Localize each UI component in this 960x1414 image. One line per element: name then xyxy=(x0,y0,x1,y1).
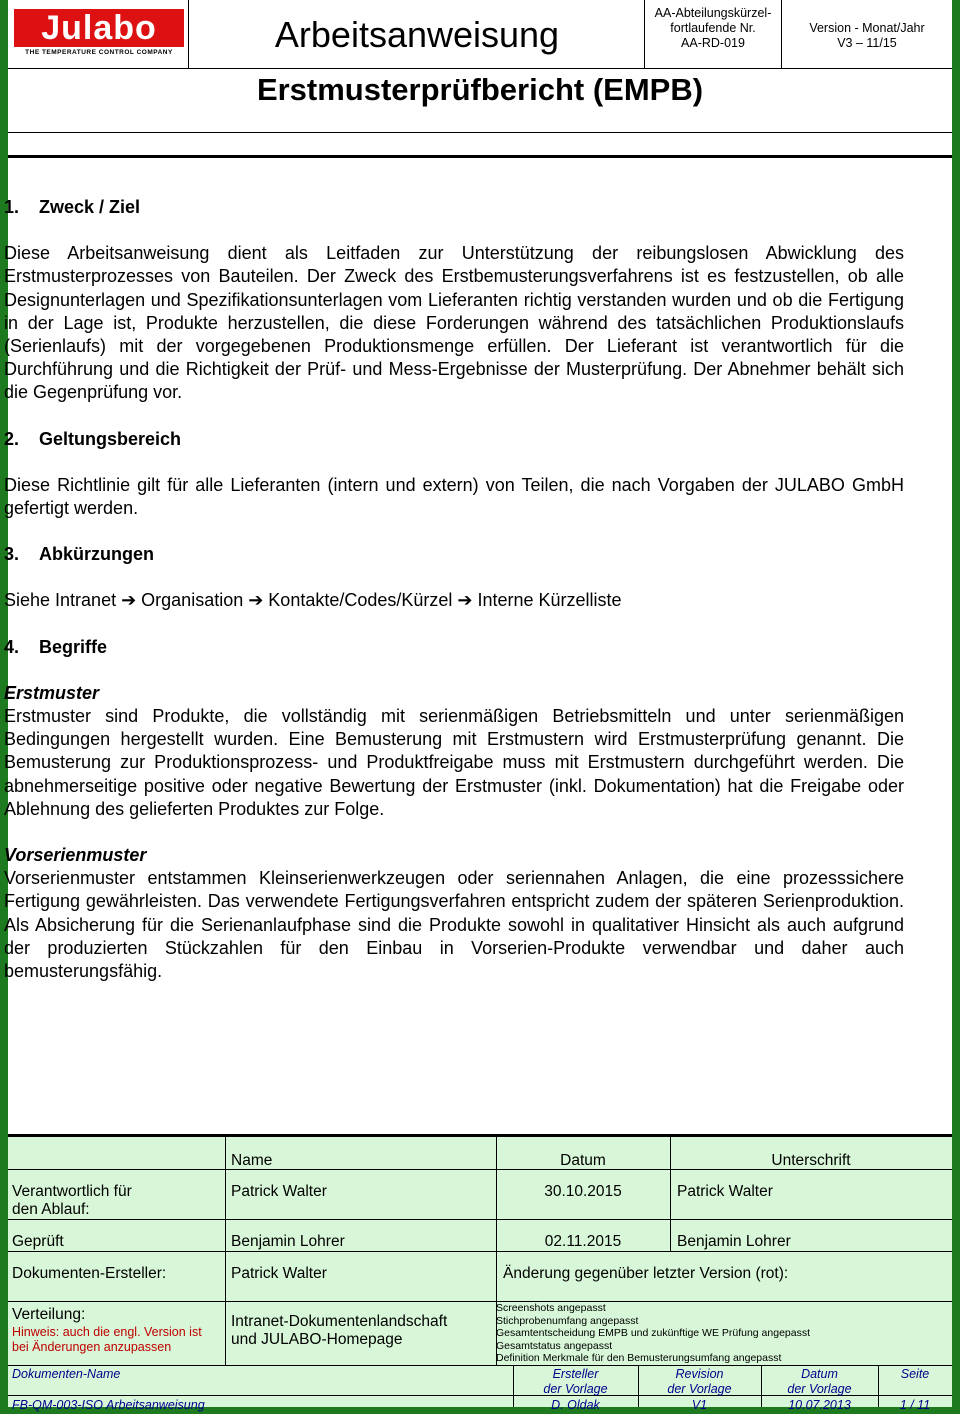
doc-type: Arbeitsanweisung xyxy=(274,14,560,55)
document-header xyxy=(8,0,952,69)
row2-signature: Benjamin Lohrer xyxy=(677,1233,791,1250)
footer-doc-name-label: Dokumenten-Name xyxy=(12,1367,121,1381)
divider-thick xyxy=(8,155,952,158)
footer-page-number: 1 / 11 xyxy=(899,1398,931,1412)
row2-datum: 02.11.2015 xyxy=(544,1233,622,1250)
footer-revision: V1 xyxy=(691,1398,708,1412)
col-header-datum: Datum xyxy=(560,1152,606,1169)
document-body xyxy=(4,196,904,983)
footer-seite-label: Seite xyxy=(900,1367,930,1381)
row1-label: Verantwortlich für den Ablauf: xyxy=(12,1183,132,1218)
divider xyxy=(8,132,952,133)
version-cell xyxy=(782,0,952,68)
section-text-1: Diese Arbeitsanweisung dient als Leitfaden zur Unterstützung der reibungslosen Abwicklung des Erstmusterprozesses von Bauteilen. Der Zweck des Erstbemusterungsverfahrens ist es festzustellen, ob alle Designunterlagen und Spezifikationsunterlagen vom Lieferanten richtig verstanden wurden und ob die Fertigung in der Lage ist, Produkte herzustellen, die diese Forderungen während des tatsächlichen Produktionslaufs (Serienlaufs) mit der vorgegebenen Produktionsmenge erfüllen. Der Lieferant ist verantwortlich für die Durchführung und die Richtigkeit der Prüf- und Mess-Ergebnisse der Musterprüfung. Der Abnehmer behält sich die Gegenprüfung vor. xyxy=(4,243,904,403)
logo-cell xyxy=(8,0,189,68)
document-page xyxy=(4,0,952,1412)
row1-name: Patrick Walter xyxy=(231,1183,327,1200)
section-heading-4: 4. Begriffe xyxy=(4,636,108,657)
row2-label: Geprüft xyxy=(12,1233,64,1250)
row4-note: Hinweis: auch die engl. Version ist bei Änderungen anzupassen xyxy=(12,1325,202,1354)
logo-tagline: THE TEMPERATURE CONTROL COMPANY xyxy=(25,49,173,56)
footer-doc-name: FB-QM-003-ISO Arbeitsanweisung xyxy=(12,1398,205,1412)
version-label: Version - Monat/Jahr xyxy=(809,21,925,35)
col-header-unterschrift: Unterschrift xyxy=(771,1152,851,1169)
section-heading-3: 3. Abkürzungen xyxy=(4,544,154,565)
julabo-logo xyxy=(14,9,184,57)
row4-label: Verteilung: xyxy=(12,1306,86,1323)
change-item: Gesamtstatus angepasst xyxy=(496,1339,613,1352)
term-vorserienmuster-text: Vorserienmuster entstammen Kleinserienwerkzeugen oder seriennahen Anlagen, die eine prozesssichere Fertigung gewährleisten. Das verwendete Fertigungsverfahren entspricht zudem der späteren Serienproduktion. Als Absicherung für die Serienanlaufphase sind die Produkte sowohl in qualitativer Hinsicht als auch aufgrund der produzierten Stückzahlen für den Einbau in Vorserien-Produkte verwendbar und daher auch bemusterungsfähig. xyxy=(4,868,904,982)
footer-datum-label: Datum der Vorlage xyxy=(787,1367,852,1396)
row3-label: Dokumenten-Ersteller: xyxy=(12,1265,167,1282)
col-header-name: Name xyxy=(231,1152,273,1169)
version-value: V3 – 11/15 xyxy=(837,36,897,50)
number-value: AA-RD-019 xyxy=(681,36,745,50)
change-item: Gesamtentscheidung EMPB und zukünftige WE Prüfung angepasst xyxy=(496,1327,811,1340)
row1-signature: Patrick Walter xyxy=(677,1183,773,1200)
page-title: Erstmusterprüfbericht (EMPB) xyxy=(256,72,704,107)
row3-name: Patrick Walter xyxy=(231,1265,327,1282)
footer-revision-label: Revision der Vorlage xyxy=(667,1367,732,1396)
approval-table xyxy=(8,1134,952,1412)
number-label-2: fortlaufende Nr. xyxy=(670,21,756,35)
footer-datum: 10.07.2013 xyxy=(788,1398,851,1412)
term-erstmuster: Erstmuster xyxy=(4,682,100,703)
term-erstmuster-text: Erstmuster sind Produkte, die vollständig mit serienmäßigen Betriebsmitteln und unter serienmäßigen Bedingungen hergestellt wurden. Eine Bemusterung mit Erstmustern wird Erstmusterprüfung genannt. Die Bemusterung zur Produktionsprozess- und Produktfreigabe muss mit Erstmustern durchgeführt werden. Die abnehmerseitige positive oder negative Bewertung der Erstmuster (inkl. Dokumentation) hat die Freigabe oder Ablehnung des gelieferten Produktes zur Folge. xyxy=(4,706,904,819)
logo-wordmark: Julabo xyxy=(14,9,184,47)
section-heading-1: 1. Zweck / Ziel xyxy=(4,197,141,217)
change-item: Definition Merkmale für den Bemusterungsumfang angepasst xyxy=(496,1352,782,1365)
number-label-1: AA-Abteilungskürzel- xyxy=(654,6,772,20)
section-text-2: Diese Richtlinie gilt für alle Lieferanten (intern und extern) von Teilen, die nach Vorgaben der JULABO GmbH gefertigt werden. xyxy=(4,474,904,519)
footer-ersteller: D. Oldak xyxy=(551,1398,600,1412)
footer-ersteller-label: Ersteller der Vorlage xyxy=(543,1367,608,1396)
row1-datum: 30.10.2015 xyxy=(544,1183,622,1200)
section-heading-2: 2. Geltungsbereich xyxy=(4,428,182,449)
doc-type-cell xyxy=(189,0,645,68)
change-list xyxy=(496,1302,810,1365)
row2-name: Benjamin Lohrer xyxy=(231,1233,345,1250)
term-vorserienmuster: Vorserienmuster xyxy=(4,845,147,866)
row4-value: Intranet-Dokumentenlandschaft und JULABO-Homepage xyxy=(231,1313,448,1348)
change-item: Stichprobenumfang angepasst xyxy=(496,1314,639,1327)
row3-change-label: Änderung gegenüber letzter Version (rot): xyxy=(503,1265,789,1282)
section-text-3: Siehe Intranet ➔ Organisation ➔ Kontakte/Codes/Kürzel ➔ Interne Kürzelliste xyxy=(4,590,622,611)
doc-number-cell xyxy=(645,0,782,68)
change-item: Screenshots angepasst xyxy=(496,1302,606,1314)
